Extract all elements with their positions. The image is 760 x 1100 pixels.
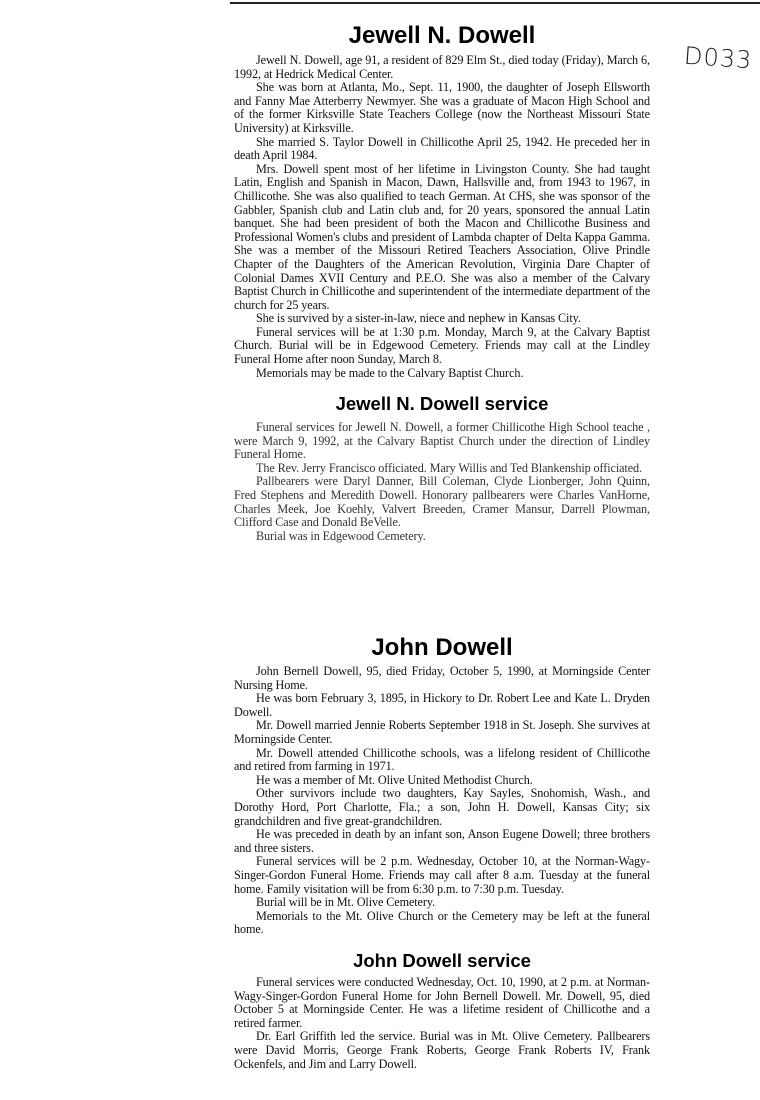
service-paragraph: Pallbearers were Daryl Danner, Bill Coleman, Clyde Lionberger, John Quinn, Fred Stephens and Meredith Dowell. Honorary pallbearers were Charles VanHorne, Charles Meek, Joe Koehly, Valvert Breeden, Cramer Mansur, Darrell Plowman, Clifford Case and Donald BeVelle. <box>234 474 650 530</box>
obituary-paragraph: Other survivors include two daughters, Kay Sayles, Snohomish, Wash., and Dorothy Hord, Port Charlotte, Fla.; a son, John H. Dowell, Kansas City; six grandchildren and five great-grandchildren. <box>234 786 650 828</box>
obituary-paragraph: Funeral services will be at 1:30 p.m. Monday, March 9, at the Calvary Baptist Church. Burial will be in Edgewood Cemetery. Friends may call at the Lindley Funeral Home after noon Sunday, March 8. <box>234 324 650 367</box>
obituary-jewell <box>234 22 650 380</box>
service-john <box>234 950 650 1071</box>
obituary-paragraph: Mrs. Dowell spent most of her lifetime in Livingston County. She had taught Latin, English and Spanish in Macon, Dawn, Hallsville and, from 1943 to 1967, in Chillicothe. She was also qualified to teach German. At CHS, she was sponsor of the Gabbler, Spanish club and Latin club and, for 20 years, sponsored the annual Latin banquet. She had been president of both the Macon and Chillicothe Business and Professional Women's clubs and president of Lambda chapter of Delta Kappa Gamma. She was a member of the Missouri Retired Teachers Association, Olive Prindle Chapter of the Daughters of the American Revolution, Virginia Dare Chapter of Colonial Dames XVII Century and P.E.O. She was also a member of the Calvary Baptist Church in Chillicothe and superintendent of the intermediate department of the church for 25 years. <box>234 161 650 312</box>
service-paragraph: Burial was in Edgewood Cemetery. <box>256 528 426 543</box>
obituary-paragraph: Mr. Dowell married Jennie Roberts September 1918 in St. Joseph. She survives at Morningside Center. <box>234 718 650 746</box>
obituary-paragraph: He was born February 3, 1895, in Hickory to Dr. Robert Lee and Kate L. Dryden Dowell. <box>234 691 650 719</box>
service-headline: Jewell N. Dowell service <box>335 393 549 414</box>
obituary-paragraph: He was a member of Mt. Olive United Methodist Church. <box>256 772 533 787</box>
obituary-paragraph: Funeral services will be 2 p.m. Wednesday, October 10, at the Norman-Wagy-Singer-Gordon Funeral Home. Friends may call after 8 a.m. Tuesday at the funeral home. Family visitation will be from 6:30 p.m. to 7:30 p.m. Tuesday. <box>234 854 650 896</box>
service-paragraph: Dr. Earl Griffith led the service. Burial was in Mt. Olive Cemetery. Pallbearers were David Morris, George Frank Roberts, George Frank Roberts IV, Frank Ockenfels, and Jim and Larry Dowell. <box>234 1029 650 1071</box>
obituary-paragraph: He was preceded in death by an infant son, Anson Eugene Dowell; three brothers and three sisters. <box>234 827 650 855</box>
obituary-paragraph: Memorials to the Mt. Olive Church or the Cemetery may be left at the funeral home. <box>234 908 650 937</box>
service-paragraph: The Rev. Jerry Francisco officiated. Mary Willis and Ted Blankenship officiated. <box>256 460 642 475</box>
service-headline: John Dowell service <box>353 950 531 971</box>
obituary-paragraph: She married S. Taylor Dowell in Chillicothe April 25, 1942. He preceded her in death April 1984. <box>234 134 650 163</box>
obituary-john <box>234 634 650 937</box>
obituary-headline: John Dowell <box>371 634 513 661</box>
obituary-paragraph: Memorials may be made to the Calvary Baptist Church. <box>256 365 524 380</box>
obituary-headline: Jewell N. Dowell <box>348 22 536 49</box>
obituary-paragraph: Jewell N. Dowell, age 91, a resident of 829 Elm St., died today (Friday), March 6, 1992, at Hedrick Medical Center. <box>234 53 650 81</box>
obituary-paragraph: She was born at Atlanta, Mo., Sept. 11, 1900, the daughter of Joseph Ellsworth and Fanny Mae Atterberry Newmyer. She was a graduate of Macon High School and of the former Kirksville State Teachers College (now the Northeast Missouri State University) at Kirksville. <box>234 80 650 135</box>
obituary-paragraph: John Bernell Dowell, 95, died Friday, October 5, 1990, at Morningside Center Nursing Home. <box>234 664 650 692</box>
obituary-paragraph: Mr. Dowell attended Chillicothe schools, was a lifelong resident of Chillicothe and retired from farming in 1971. <box>234 745 650 774</box>
obituary-paragraph: She is survived by a sister-in-law, niece and nephew in Kansas City. <box>256 311 581 326</box>
top-rule <box>230 2 760 4</box>
handwritten-note: D033 <box>682 41 753 75</box>
service-jewell <box>234 393 650 543</box>
obituary-paragraph: Burial will be in Mt. Olive Cemetery. <box>256 895 435 910</box>
service-paragraph: Funeral services were conducted Wednesday, Oct. 10, 1990, at 2 p.m. at Norman-Wagy-Singer-Gordon Funeral Home for John Bernell Dowell. Mr. Dowell, 95, died October 5 at Morningside Center. He was a lifetime resident of Chillicothe and a retired farmer. <box>234 975 650 1030</box>
service-paragraph: Funeral services for Jewell N. Dowell, a former Chillicothe High School teache , were March 9, 1992, at the Calvary Baptist Church under the direction of Lindley Funeral Home. <box>234 420 650 462</box>
